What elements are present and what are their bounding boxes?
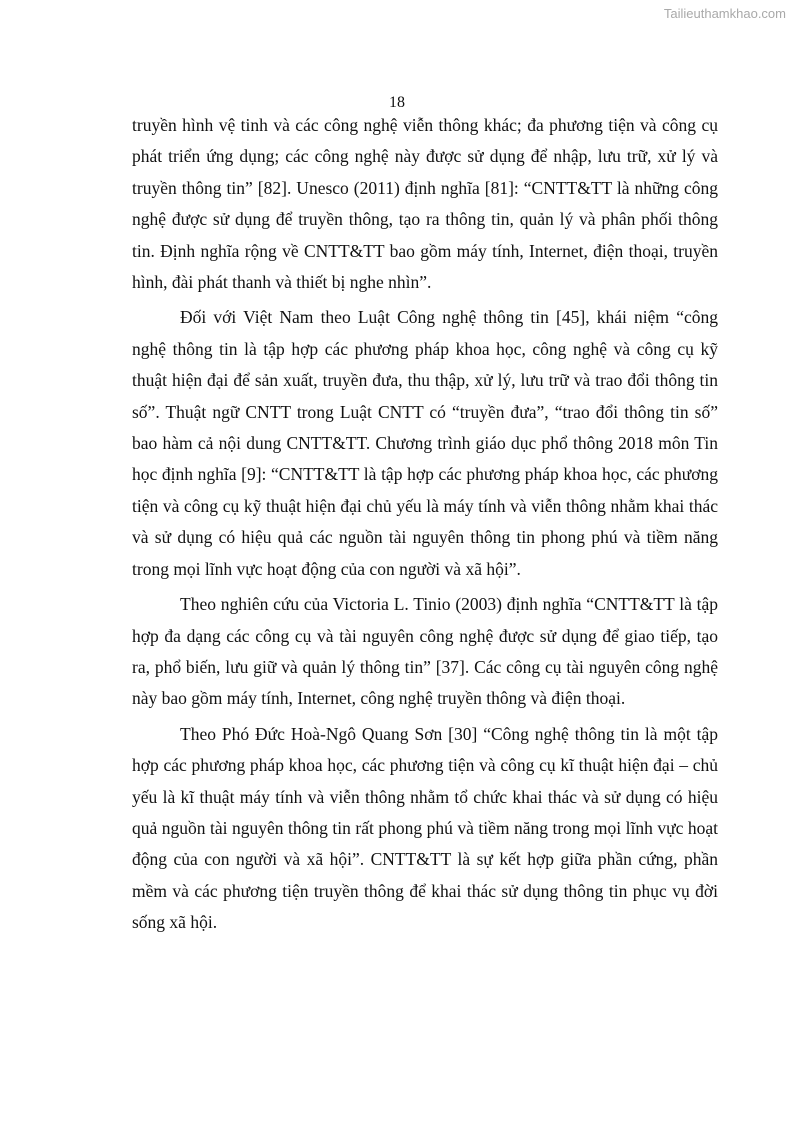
watermark-text: Tailieuthamkhao.com xyxy=(663,6,786,21)
paragraph-1: truyền hình vệ tinh và các công nghệ viễn thông khác; đa phương tiện và công cụ phát triển ứng dụng; các công nghệ này được sử dụng để nhập, lưu trữ, xử lý và truyền thông tin” [82]. Unesco (2011) định nghĩa [81]: “CNTT&TT là những công nghệ được sử dụng để truyền thông, tạo ra thông tin, quản lý và phân phối thông tin. Định nghĩa rộng về CNTT&TT bao gồm máy tính, Internet, điện thoại, truyền hình, đài phát thanh và thiết bị nghe nhìn”. xyxy=(132,115,718,293)
paragraph-3: Theo nghiên cứu của Victoria L. Tinio (2003) định nghĩa “CNTT&TT là tập hợp đa dạng các công cụ và tài nguyên công nghệ được sử dụng để giao tiếp, tạo ra, phổ biến, lưu giữ và quản lý thông tin” [37]. Các công cụ tài nguyên công nghệ này bao gồm máy tính, Internet, công nghệ truyền thông và điện thoại. xyxy=(132,594,718,709)
document-body xyxy=(132,110,718,943)
paragraph-4: Theo Phó Đức Hoà-Ngô Quang Sơn [30] “Công nghệ thông tin là một tập hợp các phương pháp khoa học, các phương tiện và công cụ kĩ thuật hiện đại – chủ yếu là kĩ thuật máy tính và viễn thông nhằm tổ chức khai thác và sử dụng có hiệu quả nguồn tài nguyên thông tin rất phong phú và tiềm năng trong mọi lĩnh vực hoạt động của con người và xã hội”. CNTT&TT là sự kết hợp giữa phần cứng, phần mềm và các phương tiện truyền thông để khai thác sử dụng thông tin phục vụ đời sống xã hội. xyxy=(132,723,718,933)
page-number: 18 xyxy=(389,94,405,111)
paragraph-2: Đối với Việt Nam theo Luật Công nghệ thông tin [45], khái niệm “công nghệ thông tin là tập hợp các phương pháp khoa học, công nghệ và công cụ kỹ thuật hiện đại để sản xuất, truyền đưa, thu thập, xử lý, lưu trữ và trao đổi thông tin số”. Thuật ngữ CNTT trong Luật CNTT có “truyền đưa”, “trao đổi thông tin số” bao hàm cả nội dung CNTT&TT. Chương trình giáo dục phổ thông 2018 môn Tin học định nghĩa [9]: “CNTT&TT là tập hợp các phương pháp khoa học, các phương tiện và công cụ kỹ thuật hiện đại chủ yếu là máy tính và viễn thông nhằm khai thác và sử dụng có hiệu quả các nguồn tài nguyên thông tin phong phú và tiềm năng trong mọi lĩnh vực hoạt động của con người và xã hội”. xyxy=(132,307,718,579)
